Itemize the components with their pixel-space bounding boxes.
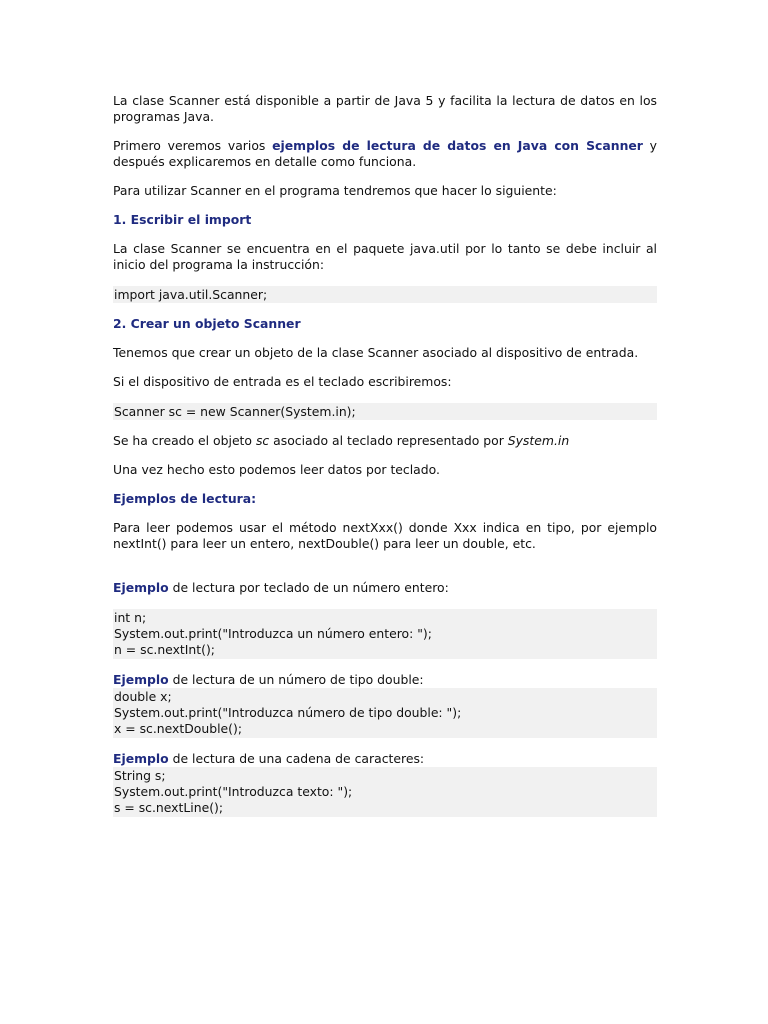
sc-desc-system-in: System.in [507,433,570,448]
read-description: Una vez hecho esto podemos leer datos por teclado. [113,462,440,477]
import-description: La clase Scanner se encuentra en el paquete java.util por lo tanto se debe incluir al inicio del programa la instrucción: [113,241,657,272]
example-label: Ejemplo [113,751,169,766]
examples-heading: Ejemplos de lectura: [113,491,257,506]
example-desc: de lectura de un número de tipo double: [168,672,424,687]
intro-paragraph-2 [113,138,657,170]
code-line: x = sc.nextDouble(); [114,721,242,736]
section-heading-import: 1. Escribir el import [113,212,252,227]
code-example-double [113,688,657,738]
code-example-string [113,767,657,817]
examples-description: Para leer podemos usar el método nextXxx() donde Xxx indica en tipo, por ejemplo nextInt() para leer un entero, nextDouble() para leer un double, etc. [113,520,657,551]
example-desc: de lectura de una cadena de caracteres: [168,751,425,766]
code-example-int [113,609,657,659]
code-line: s = sc.nextLine(); [114,800,224,815]
code-line: double x; [114,689,172,704]
example-desc: de lectura por teclado de un número entero: [168,580,449,595]
code-line: String s; [114,768,166,783]
code-line: System.out.print("Introduzca texto: "); [114,784,353,799]
intro-paragraph: La clase Scanner está disponible a partir de Java 5 y facilita la lectura de datos en los programas Java. [113,93,657,124]
document-body [113,93,657,817]
code-line: System.out.print("Introduzca un número entero: "); [114,626,432,641]
sc-description [113,433,657,449]
keyboard-description: Si el dispositivo de entrada es el teclado escribiremos: [113,374,452,389]
example-label: Ejemplo [113,580,169,595]
sc-desc-before: Se ha creado el objeto [113,433,256,448]
code-import: import java.util.Scanner; [113,286,657,303]
section-heading-scanner: 2. Crear un objeto Scanner [113,316,301,331]
intro2-after: y después explicaremos en detalle como funciona. [113,138,657,169]
code-line: n = sc.nextInt(); [114,642,215,657]
example-title-string [113,751,657,767]
scanner-description: Tenemos que crear un objeto de la clase Scanner asociado al dispositivo de entrada. [113,345,639,360]
intro2-highlight: ejemplos de lectura de datos en Java con Scanner [272,138,643,153]
sc-desc-italic: sc [255,433,270,448]
code-scanner: Scanner sc = new Scanner(System.in); [113,403,657,420]
code-line: System.out.print("Introduzca número de tipo double: "); [114,705,462,720]
example-label: Ejemplo [113,672,169,687]
example-title-int [113,580,657,596]
intro-paragraph-3: Para utilizar Scanner en el programa tendremos que hacer lo siguiente: [113,183,557,198]
sc-desc-middle: asociado al teclado representado por [269,433,508,448]
intro2-before: Primero veremos varios [113,138,273,153]
code-line: int n; [114,610,147,625]
example-title-double [113,672,657,688]
spacer [113,552,657,580]
